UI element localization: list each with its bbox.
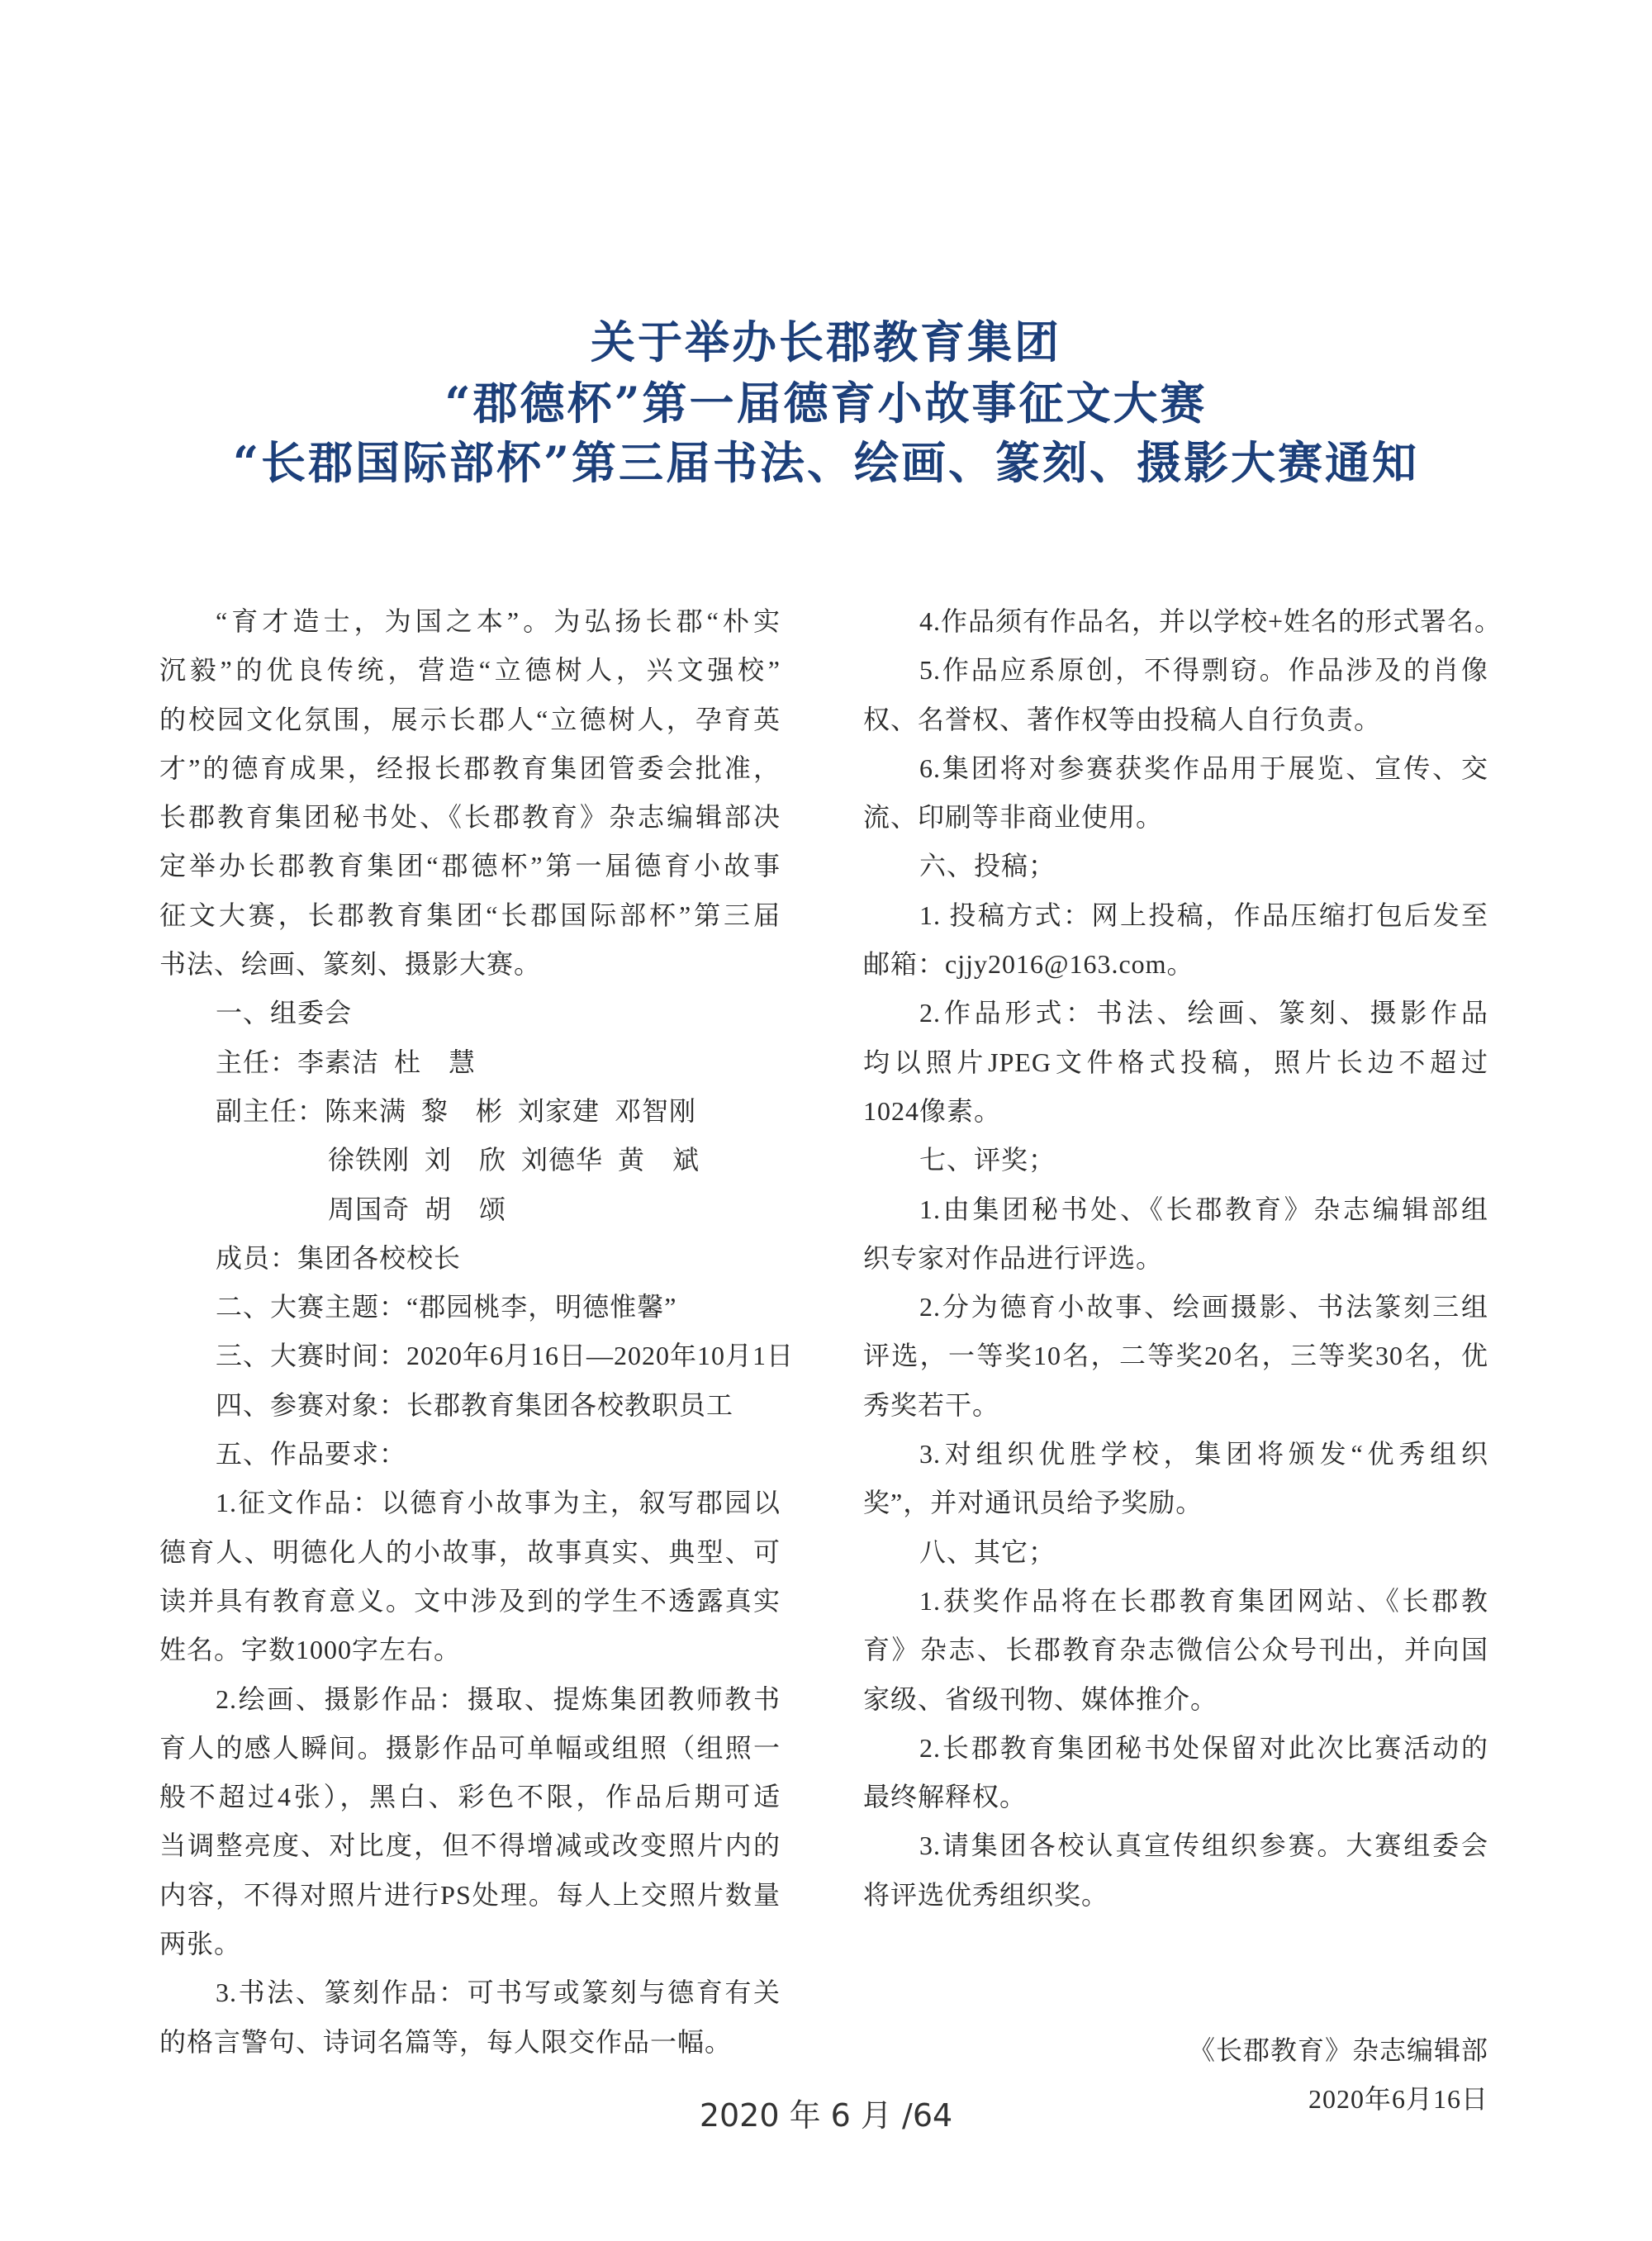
text-line: 德育人、明德化人的小故事，故事真实、典型、可: [159, 1536, 781, 1567]
text-line: 的校园文化氛围，展示长郡人“立德树人，孕育英: [159, 704, 781, 734]
text-line: 一、组委会: [216, 998, 353, 1028]
text-line: 两张。: [159, 1929, 242, 1959]
text-line: 均以照片JPEG文件格式投稿，照片长边不超过: [863, 1047, 1488, 1077]
text-line: 内容，不得对照片进行PS处理。每人上交照片数量: [159, 1879, 781, 1910]
text-line: 八、其它；: [919, 1536, 1056, 1567]
text-line: 2.分为德育小故事、绘画摄影、书法篆刻三组: [919, 1292, 1488, 1322]
text-line: 奖”，并对通讯员给予奖励。: [863, 1488, 1203, 1518]
text-line: 3.请集团各校认真宣传组织参赛。大赛组委会: [919, 1830, 1488, 1861]
text-line: 秀奖若干。: [863, 1389, 1000, 1420]
text-line: 1. 投稿方式：网上投稿，作品压缩打包后发至: [919, 900, 1488, 930]
page-footer: 2020 年 6 月 /64: [699, 2097, 953, 2134]
text-line: 四、参赛对象：长郡教育集团各校教职员工: [216, 1389, 734, 1420]
text-line: 二、大赛主题：“郡园桃李，明德惟馨”: [216, 1292, 677, 1322]
text-line: 5.作品应系原创，不得剽窃。作品涉及的肖像: [919, 655, 1488, 686]
text-line: 1024像素。: [863, 1095, 1002, 1126]
text-line: 评选，一等奖10名，二等奖20名，三等奖30名，优: [863, 1341, 1488, 1371]
text-line: 4.作品须有作品名，并以学校+姓名的形式署名。: [919, 606, 1502, 636]
signature-date: 2020年6月16日: [1308, 2084, 1488, 2115]
text-line: 权、名誉权、著作权等由投稿人自行负责。: [863, 704, 1382, 734]
text-line: 副主任：陈来满 黎 彬 刘家建 邓智刚: [216, 1095, 697, 1126]
title-line-2: “郡德杯”第一届德育小故事征文大赛: [444, 377, 1208, 430]
text-line: 主任：李素洁 杜 慧: [216, 1047, 477, 1077]
title-line-3: “长郡国际部杯”第三届书法、绘画、篆刻、摄影大赛通知: [232, 436, 1420, 489]
text-line: 姓名。字数1000字左右。: [159, 1635, 462, 1665]
title-line-1: 关于举办长郡教育集团: [591, 316, 1061, 368]
text-line: 2.长郡教育集团秘书处保留对此次比赛活动的: [919, 1732, 1488, 1763]
text-line: 五、作品要求：: [216, 1439, 407, 1469]
text-line: 最终解释权。: [863, 1782, 1028, 1812]
text-line: 1.由集团秘书处、《长郡教育》杂志编辑部组: [919, 1194, 1488, 1224]
text-line: 3.对组织优胜学校，集团将颁发“优秀组织: [919, 1439, 1488, 1469]
text-line: 家级、省级刊物、媒体推介。: [863, 1683, 1218, 1714]
text-line: “育才造士，为国之本”。为弘扬长郡“朴实: [216, 606, 781, 636]
text-line: 成员：集团各校校长: [216, 1242, 462, 1273]
left-column: [159, 597, 795, 2067]
text-line: 2.作品形式：书法、绘画、篆刻、摄影作品: [919, 998, 1488, 1028]
text-line: 流、印刷等非商业使用。: [863, 802, 1164, 833]
text-line: 育》杂志、长郡教育杂志微信公众号刊出，并向国: [863, 1635, 1488, 1665]
text-line: 书法、绘画、篆刻、摄影大赛。: [159, 949, 542, 980]
text-line: 2.绘画、摄影作品：摄取、提炼集团教师教书: [216, 1683, 781, 1714]
text-line: 6.集团将对参赛获奖作品用于展览、宣传、交: [919, 753, 1488, 783]
text-line: 的格言警句、诗词名篇等，每人限交作品一幅。: [159, 2026, 733, 2057]
text-line: 育人的感人瞬间。摄影作品可单幅或组照（组照一: [159, 1732, 781, 1763]
right-column: [863, 597, 1502, 2125]
spacer: [863, 1920, 1488, 2026]
text-line: 读并具有教育意义。文中涉及到的学生不透露真实: [159, 1585, 781, 1616]
text-line: 定举办长郡教育集团“郡德杯”第一届德育小故事: [159, 851, 781, 881]
text-line: 三、大赛时间：2020年6月16日—2020年10月1日: [216, 1341, 795, 1371]
text-line: 周国奇 胡 颂: [328, 1194, 507, 1224]
text-line: 征文大赛，长郡教育集团“长郡国际部杯”第三届: [159, 900, 781, 930]
text-line: 织专家对作品进行评选。: [863, 1242, 1164, 1273]
text-line: 般不超过4张），黑白、彩色不限，作品后期可适: [159, 1782, 781, 1812]
text-line: 1.获奖作品将在长郡教育集团网站、《长郡教: [919, 1585, 1488, 1616]
text-line: 才”的德育成果，经报长郡教育集团管委会批准，: [159, 753, 781, 783]
text-line: 六、投稿；: [919, 851, 1056, 881]
text-line: 沉毅”的优良传统，营造“立德树人，兴文强校”: [159, 655, 781, 686]
text-line: 1.征文作品：以德育小故事为主，叙写郡园以: [216, 1488, 781, 1518]
text-line: 将评选优秀组织奖。: [863, 1879, 1109, 1910]
text-line: 邮箱：cjjy2016@163.com。: [863, 949, 1194, 980]
text-line: 七、评奖；: [919, 1145, 1056, 1175]
signature-org: 《长郡教育》杂志编辑部: [1188, 2035, 1488, 2066]
text-line: 长郡教育集团秘书处、《长郡教育》杂志编辑部决: [159, 802, 781, 833]
text-line: 徐铁刚 刘 欣 刘德华 黄 斌: [328, 1145, 700, 1175]
text-line: 当调整亮度、对比度，但不得增减或改变照片内的: [159, 1830, 781, 1861]
text-line: 3.书法、篆刻作品：可书写或篆刻与德育有关: [216, 1977, 781, 2008]
